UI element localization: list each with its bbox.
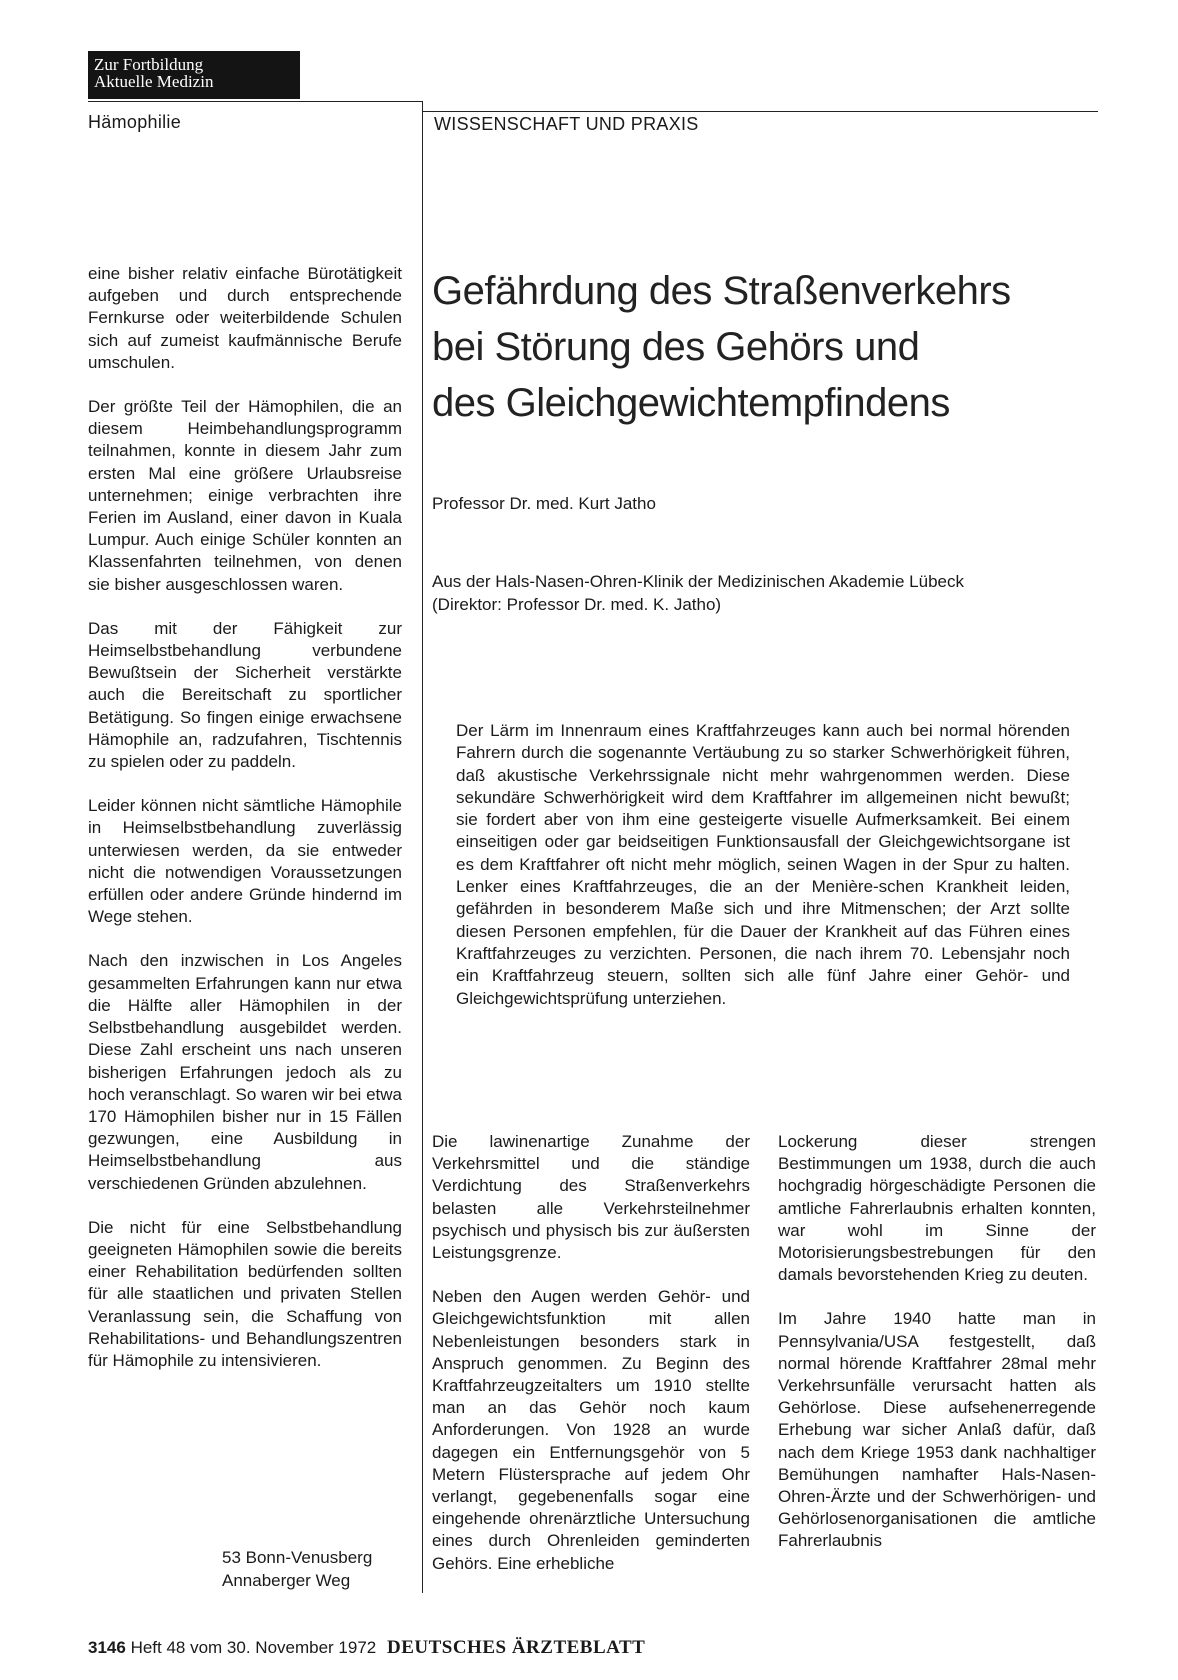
title-line-2: bei Störung des Gehörs und <box>432 325 920 369</box>
right-section-label: WISSENSCHAFT UND PRAXIS <box>434 114 699 134</box>
article-title <box>432 263 1132 431</box>
article-affiliation <box>432 570 1102 616</box>
badge-line-1: Zur Fortbildung <box>94 55 204 74</box>
paragraph: Lockerung dieser strengen Bestimmungen um 1938, durch die auch hochgradig hörgeschädigte Personen die amtliche Fahrerlaubnis erhalten konnten, war wohl im Sinne der Motorisierungsbestrebungen für den damals bevorstehenden Krieg zu deuten. <box>778 1132 1096 1285</box>
page-number: 3146 <box>88 1638 126 1657</box>
paragraph: Leider können nicht sämtliche Hämophile in Heimselbstbehandlung zuverlässig unterwiesen werden, da sie entweder nicht die notwendigen Voraussetzungen erfüllen oder andere Gründe hindernd im Wege stehen. <box>88 796 402 927</box>
paragraph: Das mit der Fähigkeit zur Heimselbstbehandlung verbundene Bewußtsein der Sicherheit verstärkte auch die Bereitschaft zu sportlicher Betätigung. So fingen einige erwachsene Hämophile an, radzufahren, Tischtennis zu spielen oder zu paddeln. <box>88 618 402 772</box>
title-line-1: Gefährdung des Straßenverkehrs <box>432 269 1011 313</box>
header-rule-left <box>88 101 422 102</box>
affiliation-line-1: Aus der Hals-Nasen-Ohren-Klinik der Medizinischen Akademie Lübeck <box>432 572 964 591</box>
body-column-b <box>778 1131 1096 1575</box>
paragraph: Der größte Teil der Hämophilen, die an diesem Heimbehandlungsprogramm teilnahmen, konnte in diesem Jahr zum ersten Mal eine größere Urlaubsreise unternehmen; einige verbrachten ihre Ferien im Ausland, einer davon in Kuala Lumpur. Auch einige Schüler konnten an Klassenfahrten teilnehmen, von denen sie bisher ausgeschlossen waren. <box>88 397 402 594</box>
paragraph: Die nicht für eine Selbstbehandlung geeigneten Hämophilen sowie die bereits einer Rehabilitation bedürfenden sollten für alle staatlichen und privaten Stellen Veranlassung sein, die Schaffung von Rehabilitations- und Behandlungszentren für Hämophile zu intensivieren. <box>88 1217 402 1370</box>
body-column-a <box>432 1131 750 1597</box>
paragraph: eine bisher relativ einfache Bürotätigkeit aufgeben und durch entsprechende Fernkurse oder weiterbildende Schulen sich auf zumeist kaufmännische Berufe umschulen. <box>88 264 402 372</box>
section-badge <box>88 51 300 99</box>
affiliation-line-2: (Direktor: Professor Dr. med. K. Jatho) <box>432 595 722 614</box>
paragraph: Im Jahre 1940 hatte man in Pennsylvania/USA festgestellt, daß normal hörende Kraftfahrer 28mal mehr Verkehrsunfälle verursacht hatten als Gehörlose. Diese aufsehenerregende Erhebung war sicher Anlaß dafür, daß nach dem Kriege 1953 dank nachhaltiger Bemühungen namhafter Hals-Nasen-Ohren-Ärzte und der Schwerhörigen- und Gehörlosenorganisationen die amtliche Fahrerlaubnis <box>778 1309 1096 1551</box>
left-section-label: Hämophilie <box>88 112 182 132</box>
header-rule-right <box>422 111 1098 112</box>
paragraph: Neben den Augen werden Gehör- und Gleichgewichtsfunktion mit allen Nebenleistungen besonders stark in Anspruch genommen. Zu Beginn des Kraftfahrzeugzeitalters um 1910 stellte man an das Gehör noch kaum Anforderungen. Von 1928 an wurde dagegen ein Entfernungsgehör von 5 Metern Flüstersprache auf jedem Ohr verlangt, gegebenenfalls sogar eine eingehende ohrenärztliche Untersuchung eines durch Ohrenleiden geminderten Gehörs. Eine erhebliche <box>432 1287 750 1573</box>
issue-info: Heft 48 vom 30. November 1972 <box>130 1638 377 1657</box>
left-column <box>88 263 402 1394</box>
journal-name: DEUTSCHES ÄRZTEBLATT <box>386 1637 646 1658</box>
paragraph: Die lawinenartige Zunahme der Verkehrsmittel und die ständige Verdichtung des Straßenverkehrs belasten alle Verkehrsteilnehmer psychisch und physisch bis zur äußersten Leistungsgrenze. <box>432 1132 750 1263</box>
page-footer <box>88 1637 645 1659</box>
badge-line-2: Aktuelle Medizin <box>94 72 214 91</box>
author-address <box>222 1546 372 1592</box>
paragraph: Nach den inzwischen in Los Angeles gesammelten Erfahrungen kann nur etwa die Hälfte aller Hämophilen in der Selbstbehandlung ausgebildet werden. Diese Zahl erscheint uns nach unseren bisherigen Erfahrungen jedoch als zu hoch veranschlagt. So waren wir bei etwa 170 Hämophilen bisher nur in 15 Fällen gezwungen, eine Ausbildung in Heimselbstbehandlung aus verschiedenen Gründen abzulehnen. <box>88 951 402 1193</box>
address-line-1: 53 Bonn-Venusberg <box>222 1548 373 1567</box>
address-line-2: Annaberger Weg <box>222 1571 351 1590</box>
column-divider <box>422 101 423 1593</box>
article-author: Professor Dr. med. Kurt Jatho <box>432 494 656 513</box>
title-line-3: des Gleichgewichtempfindens <box>432 381 950 425</box>
article-abstract: Der Lärm im Innenraum eines Kraftfahrzeuges kann auch bei normal hörenden Fahrern durch die sogenannte Vertäubung zu so starker Schwerhörigkeit führen, daß akustische Verkehrssignale nicht mehr wahrgenommen werden. Diese sekundäre Schwerhörigkeit wird dem Kraftfahrer im allgemeinen nicht bewußt; sie fordert aber von ihm eine gesteigerte visuelle Aufmerksamkeit. Bei einem einseitigen oder gar beidseitigen Funktionsausfall der Gleichgewichtsorgane ist es dem Kraftfahrer oft nicht mehr möglich, seinen Wagen in der Spur zu halten. Lenker eines Kraftfahrzeuges, die an der Menière-schen Krankheit leiden, gefährden in besonderem Maße sich und ihre Mitmenschen; der Arzt sollte diesen Personen empfehlen, für die Dauer der Krankheit auf das Führen eines Kraftfahrzeuges zu verzichten. Personen, die nach ihrem 70. Lebensjahr noch ein Kraftfahrzeug steuern, sollten sich alle fünf Jahre einer Gehör- und Gleichgewichtsprüfung unterziehen. <box>456 721 1070 1008</box>
